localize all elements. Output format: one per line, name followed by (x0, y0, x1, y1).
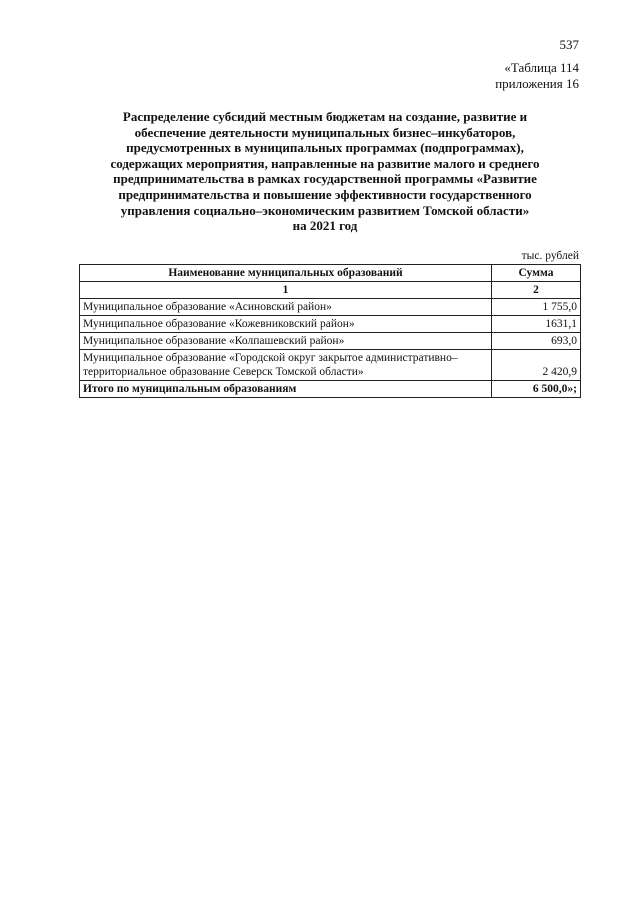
column-number: 2 (492, 282, 581, 299)
subsidy-amount: 1631,1 (492, 316, 581, 333)
table-reference (495, 60, 579, 92)
title-line: предпринимательства и повышение эффективности государственного (118, 186, 532, 202)
title-line: предпринимательства в рамках государственной программы «Развитие (113, 171, 537, 187)
total-amount: 6 500,0»; (492, 381, 581, 398)
title-line: на 2021 год (292, 218, 358, 234)
subsidy-amount: 2 420,9 (492, 350, 581, 381)
title-line: предусмотренных в муниципальных программах (подпрограммах), (126, 140, 524, 156)
header-name: Наименование муниципальных образований (80, 265, 492, 282)
subsidies-table (79, 264, 581, 398)
title-line: управления социально–экономическим развитием Томской области» (120, 202, 530, 218)
table-row (80, 316, 581, 333)
subsidy-amount: 1 755,0 (492, 299, 581, 316)
appendix-reference-line: приложения 16 (495, 76, 579, 91)
municipality-name: Муниципальное образование «Городской округ закрытое административно–территориальное образование Северск Томской области» (80, 350, 492, 381)
table-row (80, 350, 581, 381)
page-number: 537 (559, 37, 579, 52)
header-amount: Сумма (492, 265, 581, 282)
municipality-name: Муниципальное образование «Колпашевский район» (80, 333, 492, 350)
table-header-row (80, 265, 581, 282)
document-title (95, 109, 555, 234)
column-number-row (80, 282, 581, 299)
table-reference-line: «Таблица 114 (504, 60, 579, 75)
title-line: Распределение субсидий местным бюджетам на создание, развитие и (122, 109, 528, 124)
column-number: 1 (80, 282, 492, 299)
total-label: Итого по муниципальным образованиям (80, 381, 492, 398)
table-row (80, 299, 581, 316)
total-row (80, 381, 581, 398)
subsidy-amount: 693,0 (492, 333, 581, 350)
title-line: обеспечение деятельности муниципальных бизнес–инкубаторов, (134, 124, 516, 140)
units-label: тыс. рублей (521, 250, 579, 262)
title-line: содержащих мероприятия, направленные на развитие малого и среднего (110, 155, 540, 171)
municipality-name: Муниципальное образование «Асиновский район» (80, 299, 492, 316)
municipality-name: Муниципальное образование «Кожевниковский район» (80, 316, 492, 333)
table-row (80, 333, 581, 350)
